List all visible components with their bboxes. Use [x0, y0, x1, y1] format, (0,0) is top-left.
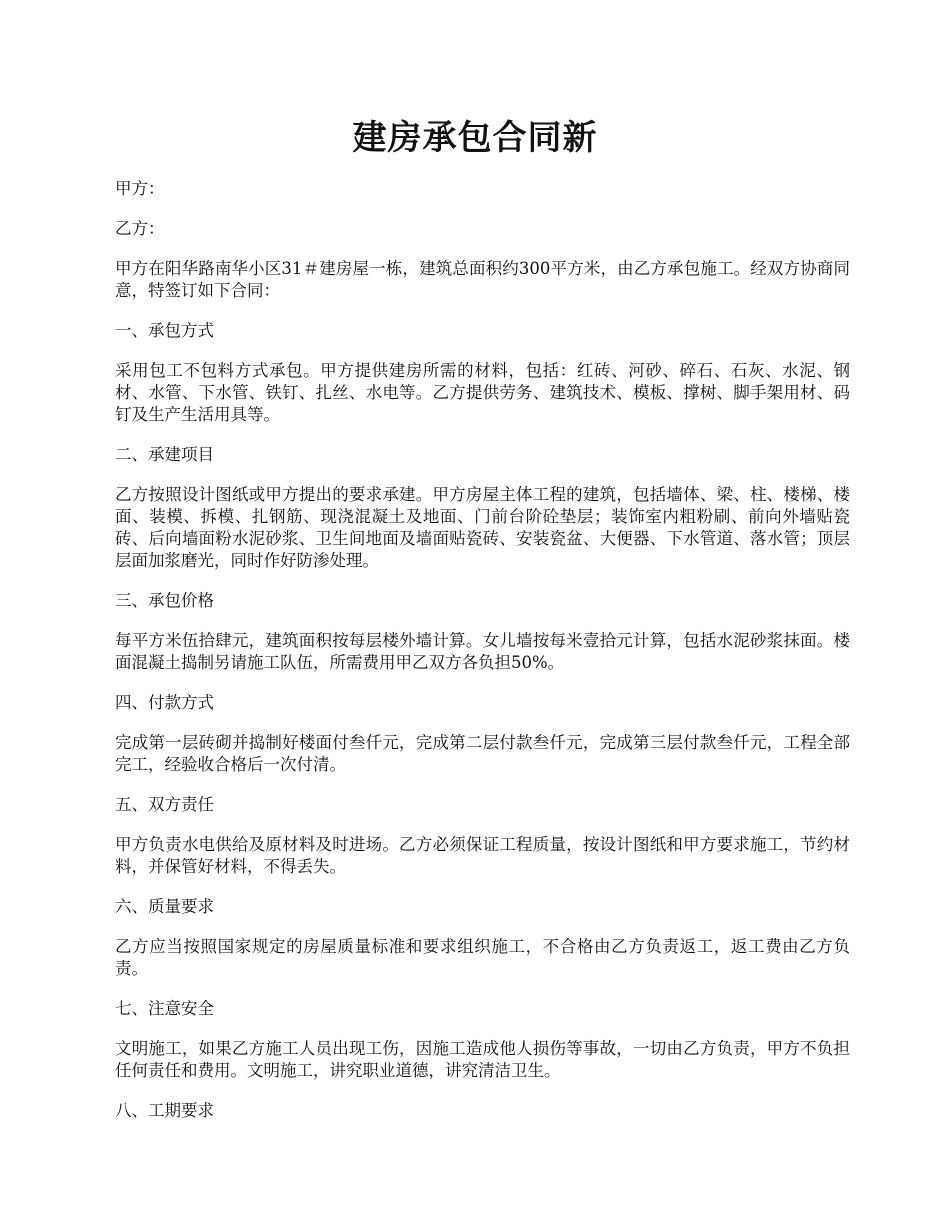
section-body-7: 文明施工，如果乙方施工人员出现工伤，因施工造成他人损伤等事故，一切由乙方负责，甲方不负担任何责任和费用。文明施工，讲究职业道德，讲究清洁卫生。 [115, 1039, 850, 1080]
section-body-3: 每平方米伍拾肆元，建筑面积按每层楼外墙计算。女儿墙按每米壹拾元计算，包括水泥砂浆抹面。楼面混凝土捣制另请施工队伍，所需费用甲乙双方各负担50%。 [115, 631, 850, 672]
document-body [115, 178, 850, 1140]
section-heading-5: 五、双方责任 [115, 795, 214, 814]
section-body-6: 乙方应当按照国家规定的房屋质量标准和要求组织施工，不合格由乙方负责返工，返工费由乙方负责。 [115, 937, 850, 978]
section-body-1: 采用包工不包料方式承包。甲方提供建房所需的材料，包括：红砖、河砂、碎石、石灰、水泥、钢材、水管、下水管、铁钉、扎丝、水电等。乙方提供劳务、建筑技术、模板、撑树、脚手架用材、码钉及生产生活用具等。 [115, 361, 850, 424]
section-heading-1: 一、承包方式 [115, 321, 214, 340]
section-heading-6: 六、质量要求 [115, 897, 214, 916]
section-heading-4: 四、付款方式 [115, 693, 214, 712]
party-a-line: 甲方： [115, 179, 165, 198]
section-heading-8: 八、工期要求 [115, 1101, 214, 1120]
section-body-4: 完成第一层砖砌并捣制好楼面付叁仟元，完成第二层付款叁仟元，完成第三层付款叁仟元，工程全部完工，经验收合格后一次付清。 [115, 733, 850, 774]
section-heading-2: 二、承建项目 [115, 445, 214, 464]
section-heading-3: 三、承包价格 [115, 591, 214, 610]
intro-paragraph: 甲方在阳华路南华小区31＃建房屋一栋，建筑总面积约300平方米，由乙方承包施工。经双方协商同意，特签订如下合同： [115, 259, 850, 300]
party-b-line: 乙方： [115, 219, 165, 238]
section-body-2: 乙方按照设计图纸或甲方提出的要求承建。甲方房屋主体工程的建筑，包括墙体、梁、柱、楼梯、楼面、装模、拆模、扎钢筋、现浇混凝土及地面、门前台阶砼垫层；装饰室内粗粉刷、前向外墙贴瓷砖、后向墙面粉水泥砂浆、卫生间地面及墙面贴瓷砖、安装瓷盆、大便器、下水管道、落水管；顶层层面加浆磨光，同时作好防渗处理。 [115, 485, 850, 570]
section-body-5: 甲方负责水电供给及原材料及时进场。乙方必须保证工程质量，按设计图纸和甲方要求施工，节约材料，并保管好材料，不得丢失。 [115, 835, 850, 876]
section-heading-7: 七、注意安全 [115, 999, 214, 1018]
document-title: 建房承包合同新 [352, 118, 598, 158]
